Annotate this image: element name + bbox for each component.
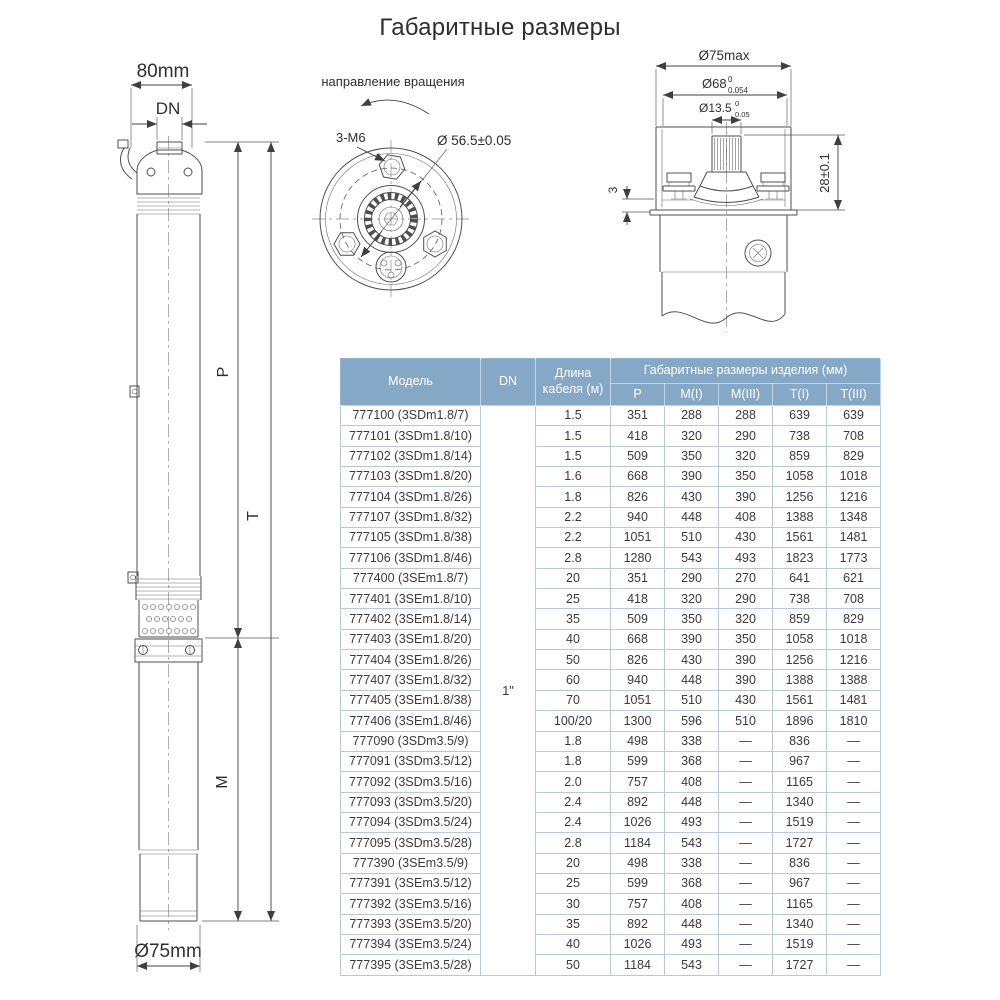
value-cell: 40 (536, 629, 611, 649)
value-cell: 1051 (611, 690, 665, 710)
dim-d68-label: Ø68 (702, 76, 727, 91)
value-cell: 639 (773, 406, 827, 426)
table-row (341, 609, 881, 629)
model-cell: 777403 (3SEm1.8/20) (341, 629, 481, 649)
table-row (341, 446, 881, 466)
rotation-direction-label: направление вращения (321, 74, 465, 89)
table-row (341, 690, 881, 710)
pump-side-dimensions (131, 61, 279, 972)
value-cell: — (827, 833, 881, 853)
table-header (341, 359, 881, 406)
value-cell: 1773 (827, 548, 881, 568)
value-cell: 1.8 (536, 487, 611, 507)
value-cell: 596 (665, 711, 719, 731)
value-cell: 1184 (611, 955, 665, 975)
table-row (341, 406, 881, 426)
model-cell: 777103 (3SDm1.8/20) (341, 467, 481, 487)
col-header-dimensions-group: Габаритные размеры изделия (мм) (611, 359, 881, 384)
pump-body-outline (118, 136, 202, 930)
value-cell: 826 (611, 487, 665, 507)
value-cell: 430 (719, 690, 773, 710)
value-cell: 1051 (611, 528, 665, 548)
table-row (341, 792, 881, 812)
value-cell: 493 (665, 934, 719, 954)
value-cell: 498 (611, 731, 665, 751)
table-row (341, 467, 881, 487)
model-cell: 777405 (3SEm1.8/38) (341, 690, 481, 710)
value-cell: 390 (665, 467, 719, 487)
value-cell: 757 (611, 772, 665, 792)
value-cell: 418 (611, 426, 665, 446)
model-cell: 777104 (3SDm1.8/26) (341, 487, 481, 507)
value-cell: 1216 (827, 487, 881, 507)
model-cell: 777392 (3SEm3.5/16) (341, 894, 481, 914)
dim-m-label: M (214, 775, 231, 789)
table-row (341, 548, 881, 568)
dim-d135-tol-upper: 0 (735, 99, 740, 108)
value-cell: 350 (665, 609, 719, 629)
col-header-t1: T(I) (773, 384, 827, 406)
col-header-m3: M(III) (719, 384, 773, 406)
value-cell: 940 (611, 507, 665, 527)
table-row (341, 894, 881, 914)
value-cell: 25 (536, 873, 611, 893)
value-cell: — (719, 934, 773, 954)
table-row (341, 589, 881, 609)
value-cell: 509 (611, 446, 665, 466)
value-cell: 2.4 (536, 812, 611, 832)
value-cell: — (719, 914, 773, 934)
value-cell: 350 (719, 467, 773, 487)
value-cell: — (827, 731, 881, 751)
model-cell: 777094 (3SDm3.5/24) (341, 812, 481, 832)
value-cell: 20 (536, 853, 611, 873)
bolt-lower-right (424, 231, 447, 257)
value-cell: 1300 (611, 711, 665, 731)
value-cell: 1388 (773, 670, 827, 690)
col-header-model: Модель (341, 359, 481, 406)
value-cell: 1481 (827, 528, 881, 548)
table-row (341, 670, 881, 690)
value-cell: 967 (773, 873, 827, 893)
value-cell: 1340 (773, 914, 827, 934)
table-row (341, 833, 881, 853)
value-cell: — (719, 792, 773, 812)
value-cell: 639 (827, 406, 881, 426)
value-cell: — (719, 955, 773, 975)
value-cell: 2.0 (536, 772, 611, 792)
value-cell: 859 (773, 609, 827, 629)
col-header-m1: M(I) (665, 384, 719, 406)
model-cell: 777400 (3SEm1.8/7) (341, 568, 481, 588)
value-cell: 2.2 (536, 528, 611, 548)
model-cell: 777101 (3SDm1.8/10) (341, 426, 481, 446)
value-cell: 338 (665, 731, 719, 751)
table-row (341, 426, 881, 446)
model-cell: 777402 (3SEm1.8/14) (341, 609, 481, 629)
dimensions-table (340, 358, 881, 976)
value-cell: 1256 (773, 487, 827, 507)
value-cell: 1256 (773, 650, 827, 670)
value-cell: 351 (611, 406, 665, 426)
value-cell: 621 (827, 568, 881, 588)
dim-3m6-label: 3-M6 (336, 130, 366, 145)
value-cell: 430 (665, 487, 719, 507)
dim-dn-label: DN (155, 99, 181, 118)
value-cell: 408 (665, 894, 719, 914)
value-cell: 25 (536, 589, 611, 609)
model-cell: 777391 (3SEm3.5/12) (341, 873, 481, 893)
value-cell: 1388 (827, 670, 881, 690)
inlet-holes (142, 604, 195, 633)
value-cell: 320 (665, 426, 719, 446)
value-cell: 1519 (773, 934, 827, 954)
model-cell: 777091 (3SDm3.5/12) (341, 751, 481, 771)
value-cell: 20 (536, 568, 611, 588)
terminal-right (757, 173, 789, 199)
value-cell: 498 (611, 853, 665, 873)
value-cell: 390 (719, 487, 773, 507)
value-cell: 1519 (773, 812, 827, 832)
terminal-left (663, 173, 695, 199)
value-cell: 100/20 (536, 711, 611, 731)
table-row (341, 934, 881, 954)
dim-d75mm-label: Ø75mm (134, 941, 202, 962)
model-cell: 777107 (3SDm1.8/32) (341, 507, 481, 527)
value-cell: 350 (719, 629, 773, 649)
value-cell: 390 (719, 670, 773, 690)
value-cell: 1.5 (536, 426, 611, 446)
value-cell: 1058 (773, 629, 827, 649)
value-cell: 390 (719, 650, 773, 670)
value-cell: 543 (665, 955, 719, 975)
value-cell: 1481 (827, 690, 881, 710)
value-cell: — (719, 853, 773, 873)
value-cell: 1165 (773, 894, 827, 914)
value-cell: 320 (719, 609, 773, 629)
model-cell: 777393 (3SEm3.5/20) (341, 914, 481, 934)
model-cell: 777106 (3SDm1.8/46) (341, 548, 481, 568)
value-cell: 30 (536, 894, 611, 914)
value-cell: 408 (719, 507, 773, 527)
model-cell: 777095 (3SDm3.5/28) (341, 833, 481, 853)
value-cell: 1727 (773, 955, 827, 975)
model-cell: 777404 (3SEm1.8/26) (341, 650, 481, 670)
value-cell: 390 (665, 629, 719, 649)
value-cell: 50 (536, 650, 611, 670)
dim-p-label: P (215, 366, 232, 378)
table-row (341, 629, 881, 649)
model-cell: 777394 (3SEm3.5/24) (341, 934, 481, 954)
value-cell: 1165 (773, 772, 827, 792)
value-cell: 368 (665, 873, 719, 893)
dim-d68-tol-upper: 0 (728, 75, 733, 84)
pump-side-drawing (100, 40, 310, 980)
value-cell: 368 (665, 751, 719, 771)
value-cell: 50 (536, 955, 611, 975)
value-cell: 738 (773, 589, 827, 609)
table-row (341, 507, 881, 527)
value-cell: 35 (536, 609, 611, 629)
value-cell: 290 (719, 589, 773, 609)
value-cell: — (719, 751, 773, 771)
value-cell: 60 (536, 670, 611, 690)
value-cell: — (827, 955, 881, 975)
value-cell: — (827, 772, 881, 792)
value-cell: 290 (719, 426, 773, 446)
model-cell: 777407 (3SEm1.8/32) (341, 670, 481, 690)
model-cell: 777401 (3SEm1.8/10) (341, 589, 481, 609)
value-cell: 543 (665, 833, 719, 853)
value-cell: 430 (719, 528, 773, 548)
model-cell: 777406 (3SEm1.8/46) (341, 711, 481, 731)
dim-80mm-label: 80mm (136, 61, 190, 82)
model-cell: 777090 (3SDm3.5/9) (341, 731, 481, 751)
value-cell: 2.8 (536, 548, 611, 568)
model-cell: 777092 (3SDm3.5/16) (341, 772, 481, 792)
value-cell: 448 (665, 507, 719, 527)
value-cell: 668 (611, 629, 665, 649)
value-cell: 288 (665, 406, 719, 426)
table-row (341, 731, 881, 751)
value-cell: 510 (719, 711, 773, 731)
value-cell: — (827, 934, 881, 954)
value-cell: 338 (665, 853, 719, 873)
value-cell: 892 (611, 914, 665, 934)
motor-head-outline (650, 122, 797, 332)
value-cell: — (827, 873, 881, 893)
dim-t-label: T (245, 511, 262, 521)
value-cell: — (827, 751, 881, 771)
table-row (341, 812, 881, 832)
model-cell: 777102 (3SDm1.8/14) (341, 446, 481, 466)
value-cell: 350 (665, 446, 719, 466)
dim-d135-label: Ø13.5 (699, 101, 732, 115)
table-row (341, 487, 881, 507)
col-header-dn: DN (481, 359, 536, 406)
value-cell: 408 (665, 772, 719, 792)
value-cell: 270 (719, 568, 773, 588)
value-cell: 1026 (611, 934, 665, 954)
value-cell: — (719, 812, 773, 832)
value-cell: 1561 (773, 690, 827, 710)
value-cell: 1280 (611, 548, 665, 568)
value-cell: — (827, 812, 881, 832)
value-cell: — (827, 914, 881, 934)
table-row (341, 528, 881, 548)
value-cell: 829 (827, 609, 881, 629)
value-cell: 2.2 (536, 507, 611, 527)
bolt-top (379, 155, 405, 179)
value-cell: 1823 (773, 548, 827, 568)
value-cell: 1216 (827, 650, 881, 670)
value-cell: 509 (611, 609, 665, 629)
dim-d75max-label: Ø75max (698, 48, 750, 63)
value-cell: 448 (665, 914, 719, 934)
value-cell: 493 (665, 812, 719, 832)
dim-3-label: 3 (606, 186, 620, 194)
table-row (341, 568, 881, 588)
col-header-t3: T(III) (827, 384, 881, 406)
value-cell: 1388 (773, 507, 827, 527)
dim-d135-tol-lower: 0.05 (735, 110, 750, 119)
table-row (341, 751, 881, 771)
value-cell: 836 (773, 731, 827, 751)
rotation-view-drawing (300, 68, 520, 320)
rotation-arrow (361, 100, 429, 114)
value-cell: 1810 (827, 711, 881, 731)
value-cell: 320 (719, 446, 773, 466)
value-cell: 35 (536, 914, 611, 934)
value-cell: 448 (665, 792, 719, 812)
value-cell: 288 (719, 406, 773, 426)
value-cell: — (827, 853, 881, 873)
value-cell: — (719, 731, 773, 751)
value-cell: 892 (611, 792, 665, 812)
value-cell: — (719, 772, 773, 792)
value-cell: 1058 (773, 467, 827, 487)
value-cell: 1.5 (536, 446, 611, 466)
value-cell: 599 (611, 873, 665, 893)
dim-28-label: 28±0.1 (817, 153, 832, 193)
model-cell: 777390 (3SEm3.5/9) (341, 853, 481, 873)
value-cell: 1.8 (536, 731, 611, 751)
value-cell: 967 (773, 751, 827, 771)
value-cell: — (719, 873, 773, 893)
value-cell: 1184 (611, 833, 665, 853)
value-cell: 448 (665, 670, 719, 690)
value-cell: 40 (536, 934, 611, 954)
value-cell: 418 (611, 589, 665, 609)
value-cell: 1348 (827, 507, 881, 527)
value-cell: 351 (611, 568, 665, 588)
value-cell: 1727 (773, 833, 827, 853)
value-cell: 1.5 (536, 406, 611, 426)
value-cell: — (827, 894, 881, 914)
value-cell: 940 (611, 670, 665, 690)
value-cell: 836 (773, 853, 827, 873)
value-cell: — (827, 792, 881, 812)
value-cell: 493 (719, 548, 773, 568)
value-cell: 1.8 (536, 751, 611, 771)
value-cell: 757 (611, 894, 665, 914)
value-cell: 2.8 (536, 833, 611, 853)
table-row (341, 955, 881, 975)
value-cell: 826 (611, 650, 665, 670)
table-row (341, 772, 881, 792)
table-row (341, 873, 881, 893)
table-row (341, 853, 881, 873)
model-cell: 777100 (3SDm1.8/7) (341, 406, 481, 426)
value-cell: 859 (773, 446, 827, 466)
value-cell: 1340 (773, 792, 827, 812)
table-row (341, 650, 881, 670)
value-cell: 641 (773, 568, 827, 588)
value-cell: — (719, 833, 773, 853)
value-cell: 510 (665, 528, 719, 548)
value-cell: 1018 (827, 467, 881, 487)
table-row (341, 914, 881, 934)
value-cell: 1026 (611, 812, 665, 832)
value-cell: 668 (611, 467, 665, 487)
dim-d68-tol-lower: 0.054 (728, 86, 749, 95)
value-cell: 708 (827, 426, 881, 446)
motor-top-drawing (608, 45, 858, 337)
dn-value-cell: 1" (481, 406, 536, 976)
value-cell: 290 (665, 568, 719, 588)
model-cell: 777395 (3SEm3.5/28) (341, 955, 481, 975)
dim-bolt-circle-label: Ø 56.5±0.05 (437, 133, 512, 148)
value-cell: 320 (665, 589, 719, 609)
col-header-p: P (611, 384, 665, 406)
page-title: Габаритные размеры (379, 14, 621, 41)
value-cell: 1018 (827, 629, 881, 649)
value-cell: 70 (536, 690, 611, 710)
value-cell: 1896 (773, 711, 827, 731)
value-cell: 599 (611, 751, 665, 771)
value-cell: 738 (773, 426, 827, 446)
table-body (341, 406, 881, 976)
model-cell: 777105 (3SDm1.8/38) (341, 528, 481, 548)
model-cell: 777093 (3SDm3.5/20) (341, 792, 481, 812)
value-cell: 829 (827, 446, 881, 466)
value-cell: 510 (665, 690, 719, 710)
value-cell: 430 (665, 650, 719, 670)
value-cell: 708 (827, 589, 881, 609)
col-header-cable: Длина кабеля (м) (536, 359, 611, 406)
value-cell: 2.4 (536, 792, 611, 812)
table-row (341, 711, 881, 731)
value-cell: 543 (665, 548, 719, 568)
value-cell: 1561 (773, 528, 827, 548)
value-cell: — (719, 894, 773, 914)
value-cell: 1.6 (536, 467, 611, 487)
